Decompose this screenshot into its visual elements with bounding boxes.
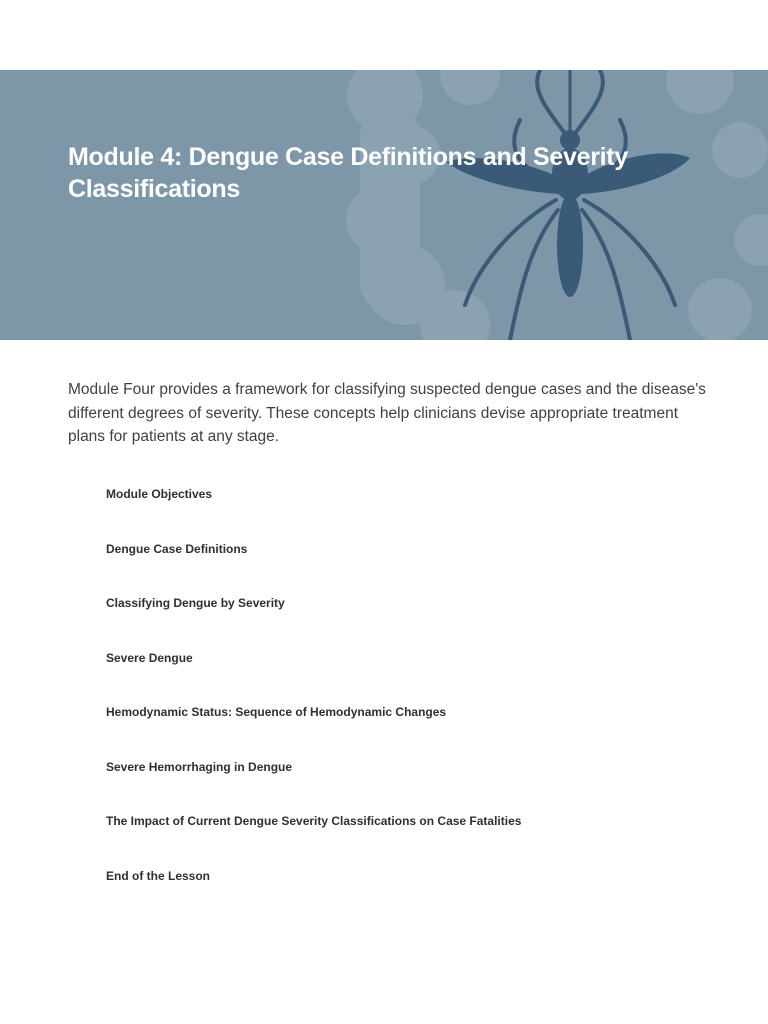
lesson-link-dengue-case-definitions[interactable] [106,541,706,596]
lesson-link-impact-on-case-fatalities[interactable] [106,813,706,868]
lesson-link-severe-dengue[interactable] [106,650,706,705]
lesson-link-severe-hemorrhaging[interactable] [106,759,706,814]
module-header-banner [0,70,768,340]
lesson-label[interactable]: End of the Lesson [106,868,211,883]
lesson-label[interactable]: The Impact of Current Dengue Severity Classifications on Case Fatalities [106,814,522,828]
lesson-link-hemodynamic-status[interactable] [106,704,706,759]
lesson-label[interactable]: Severe Dengue [106,650,193,665]
page-title: Module 4: Dengue Case Definitions and Severity Classifications [68,143,628,203]
lesson-label[interactable]: Classifying Dengue by Severity [106,596,285,610]
lesson-list [106,486,706,922]
banner-artwork [0,70,768,340]
lesson-link-module-objectives[interactable] [106,486,706,541]
lesson-label[interactable]: Hemodynamic Status: Sequence of Hemodynamic Changes [106,705,447,719]
lesson-label[interactable]: Dengue Case Definitions [106,541,248,556]
lesson-link-classifying-dengue-by-severity[interactable] [106,595,706,650]
lesson-link-end-of-lesson[interactable] [106,868,706,923]
lesson-label[interactable]: Module Objectives [106,487,213,501]
module-intro-text: Module Four provides a framework for classifying suspected dengue cases and the disease's different degrees of severity. These concepts help clinicians devise appropriate treatment plans for patients at any stage. [68,381,706,445]
lesson-label[interactable]: Severe Hemorrhaging in Dengue [106,759,293,774]
